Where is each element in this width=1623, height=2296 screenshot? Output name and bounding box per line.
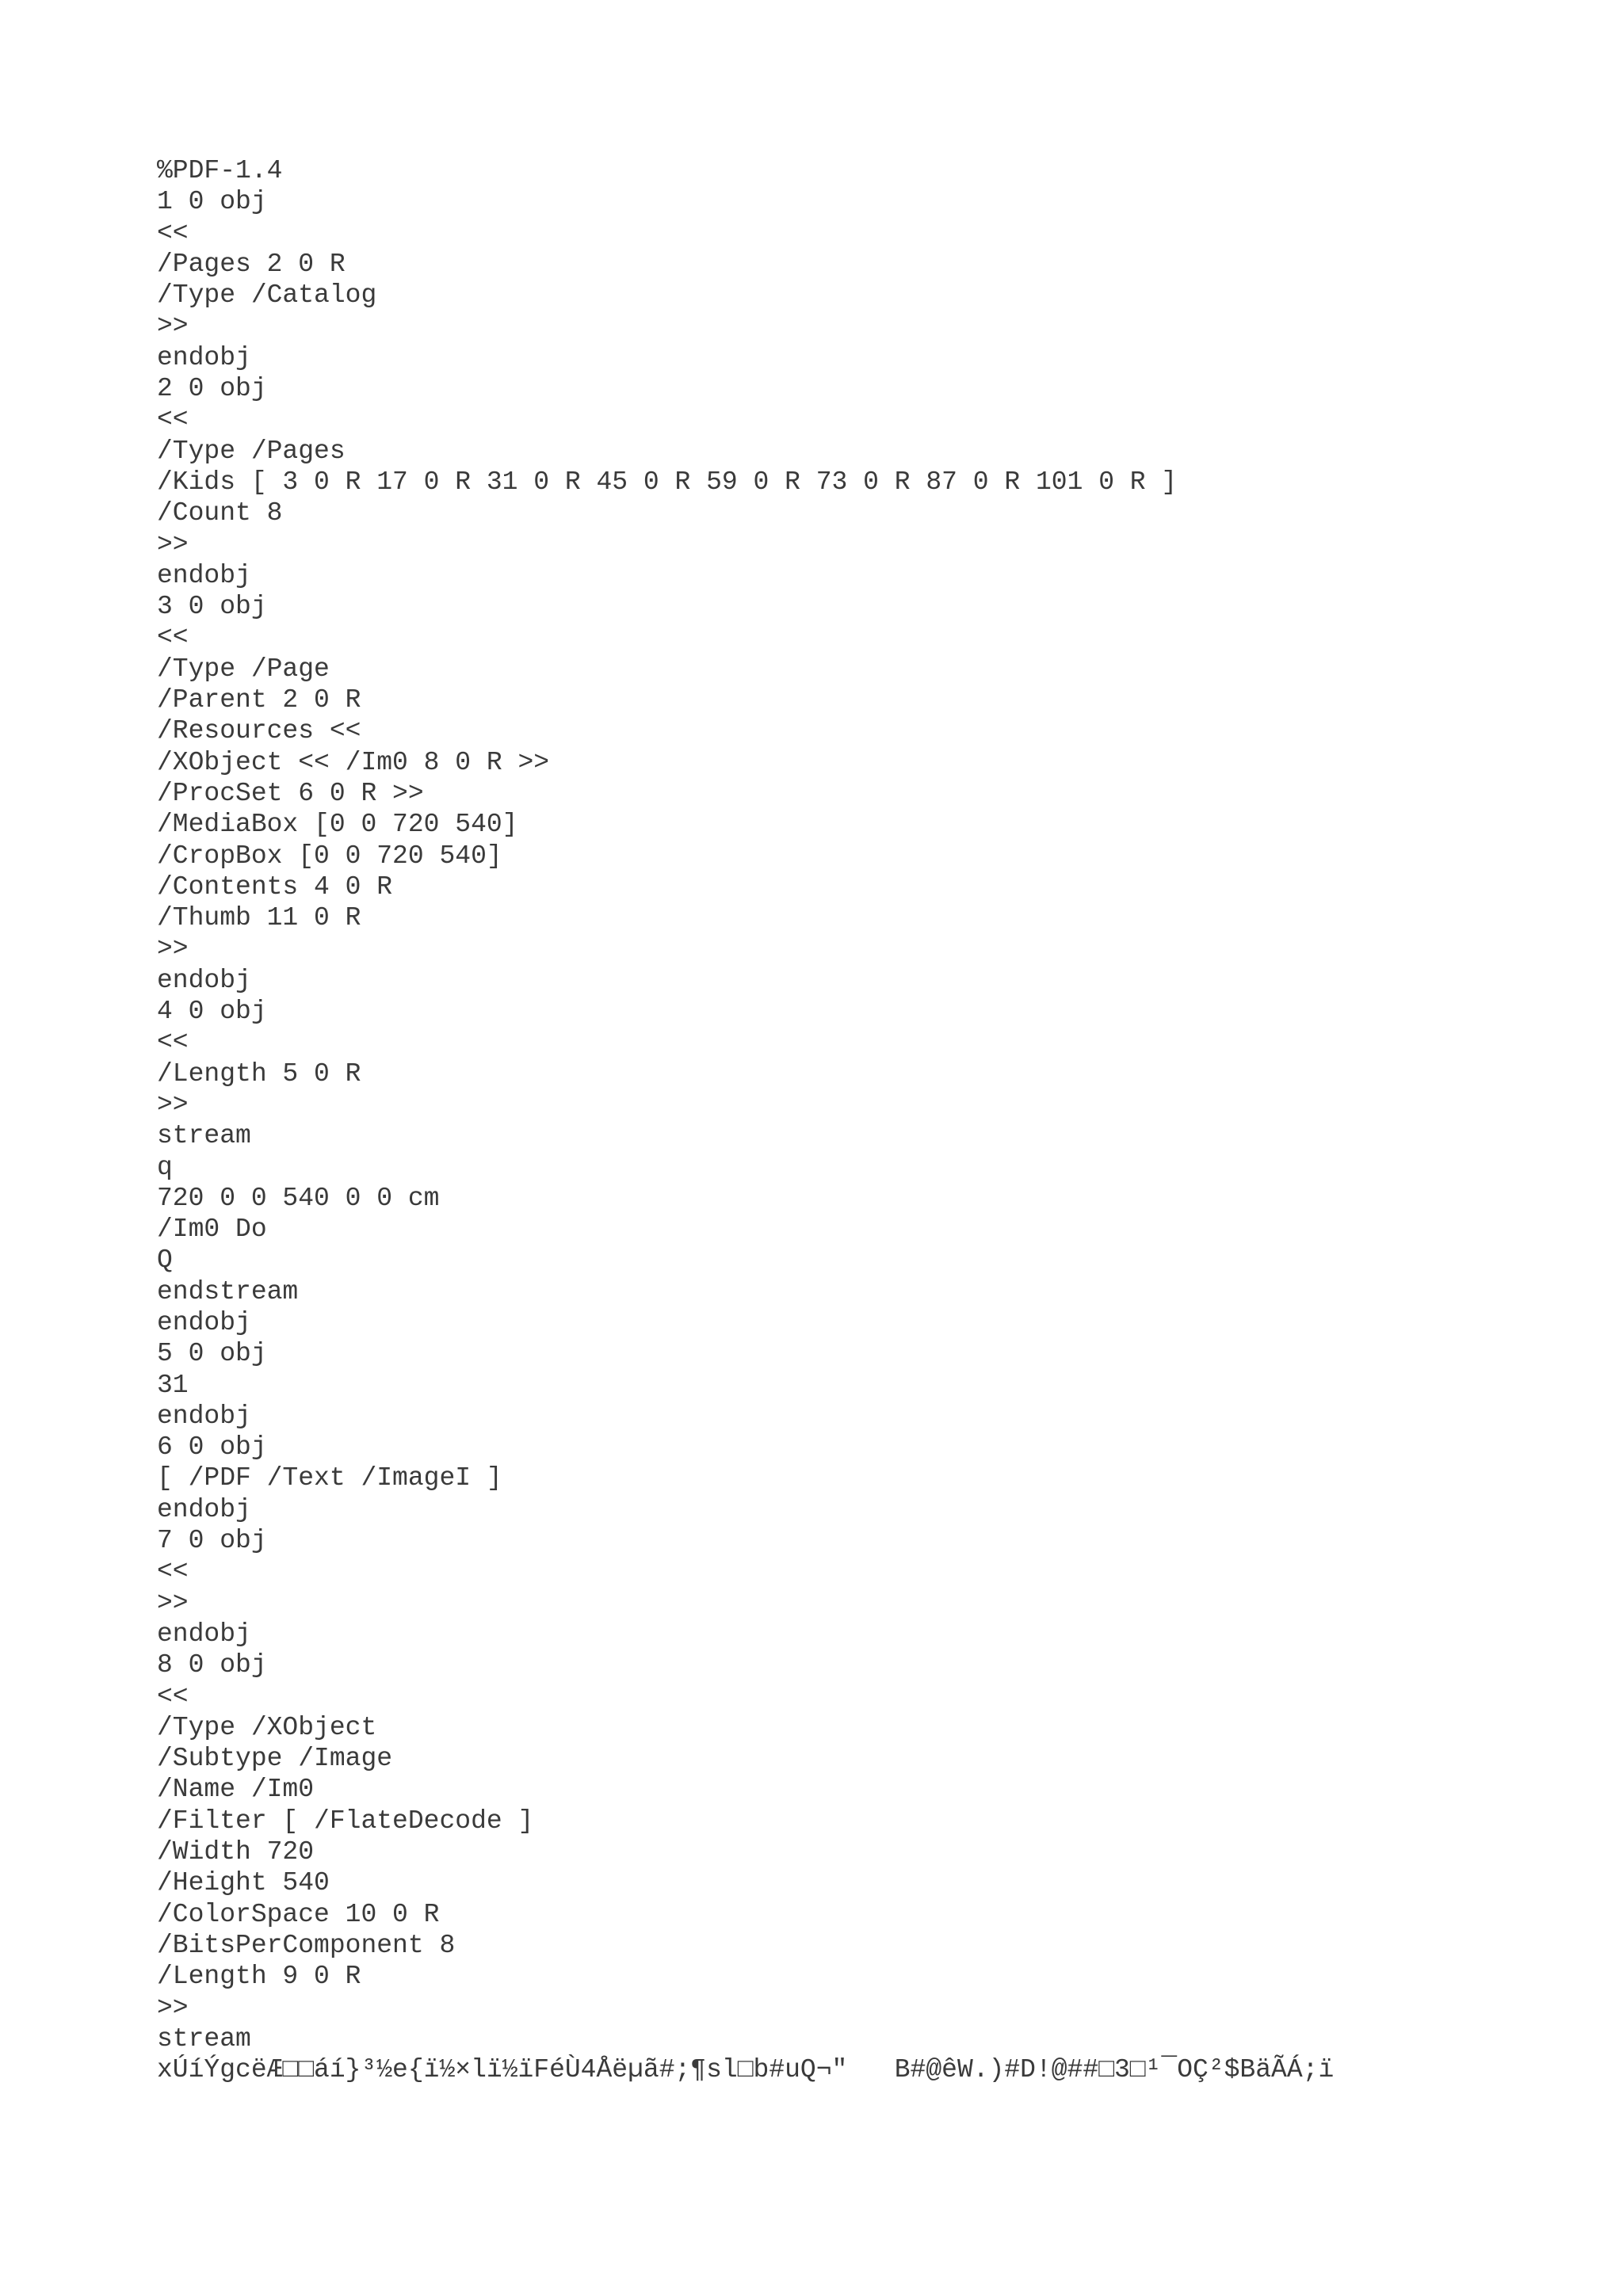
text-line: endobj [157,965,251,995]
text-line: %PDF-1.4 [157,156,283,185]
text-line: 6 0 obj [157,1432,267,1463]
text-line: Q [157,1245,173,1276]
text-line: /Im0 Do [157,1215,267,1245]
text-line: /ColorSpace 10 0 R [157,1899,440,1929]
text-line: /Length 9 0 R [157,1962,361,1992]
text-line: /Type /Catalog [157,280,377,311]
text-line: xÚíÝgcëÆ□□áí}³½e{ï½×lï½ïFéÙ4Åëµã#;¶sl□b#uQ¬" B#@êW.)#D!@##□3□¹¯OÇ²$BäÃÁ;ï [157,2055,1335,2085]
text-line: << [157,218,189,248]
text-line: q [157,1152,173,1182]
text-line: /BitsPerComponent 8 [157,1930,456,1960]
text-line: << [157,1028,189,1058]
text-line: /Resources << [157,716,361,746]
text-line: >> [157,311,189,341]
text-line: endobj [157,1619,251,1649]
text-line: /Type /XObject [157,1712,377,1742]
text-line: /Count 8 [157,498,283,528]
text-line: 720 0 0 540 0 0 cm [157,1183,440,1213]
text-line: stream [157,1121,251,1151]
text-line: stream [157,2023,251,2054]
text-line: /Length 5 0 R [157,1058,361,1089]
text-line: 4 0 obj [157,997,267,1027]
text-line: 1 0 obj [157,187,267,217]
text-line: /XObject << /Im0 8 0 R >> [157,747,550,777]
text-line: /Parent 2 0 R [157,685,361,715]
text-line: /ProcSet 6 0 R >> [157,778,424,808]
text-line: /Height 540 [157,1868,330,1898]
text-line: endobj [157,342,251,372]
text-line: << [157,1681,189,1711]
text-line: /Thumb 11 0 R [157,903,361,933]
text-line: [ /PDF /Text /ImageI ] [157,1463,502,1493]
text-line: endobj [157,560,251,590]
text-line: 31 [157,1370,189,1400]
text-line: 8 0 obj [157,1650,267,1680]
text-line: << [157,405,189,435]
text-line: 5 0 obj [157,1339,267,1369]
text-line: endobj [157,1401,251,1431]
pdf-source-text [157,155,1599,2085]
text-line: /Subtype /Image [157,1744,393,1774]
text-line: /MediaBox [0 0 720 540] [157,810,518,840]
text-line: >> [157,529,189,559]
text-line: /Filter [ /FlateDecode ] [157,1806,534,1836]
text-line: /Type /Page [157,654,330,684]
text-line: >> [157,1089,189,1119]
text-line: endobj [157,1307,251,1337]
text-line: /Name /Im0 [157,1775,315,1805]
text-line: 2 0 obj [157,374,267,404]
text-line: /Contents 4 0 R [157,871,393,902]
text-line: << [157,623,189,653]
text-line: 7 0 obj [157,1526,267,1556]
text-line: /Type /Pages [157,436,346,466]
text-line: endstream [157,1276,299,1306]
text-line: /Kids [ 3 0 R 17 0 R 31 0 R 45 0 R 59 0 R 73 0 R 87 0 R 101 0 R ] [157,467,1178,497]
text-line: >> [157,934,189,964]
text-line: /Width 720 [157,1837,315,1867]
text-line: /CropBox [0 0 720 540] [157,841,502,871]
text-line: >> [157,1993,189,2023]
text-line: << [157,1557,189,1587]
text-line: >> [157,1588,189,1618]
text-line: endobj [157,1494,251,1524]
text-line: 3 0 obj [157,592,267,622]
text-line: /Pages 2 0 R [157,249,346,279]
